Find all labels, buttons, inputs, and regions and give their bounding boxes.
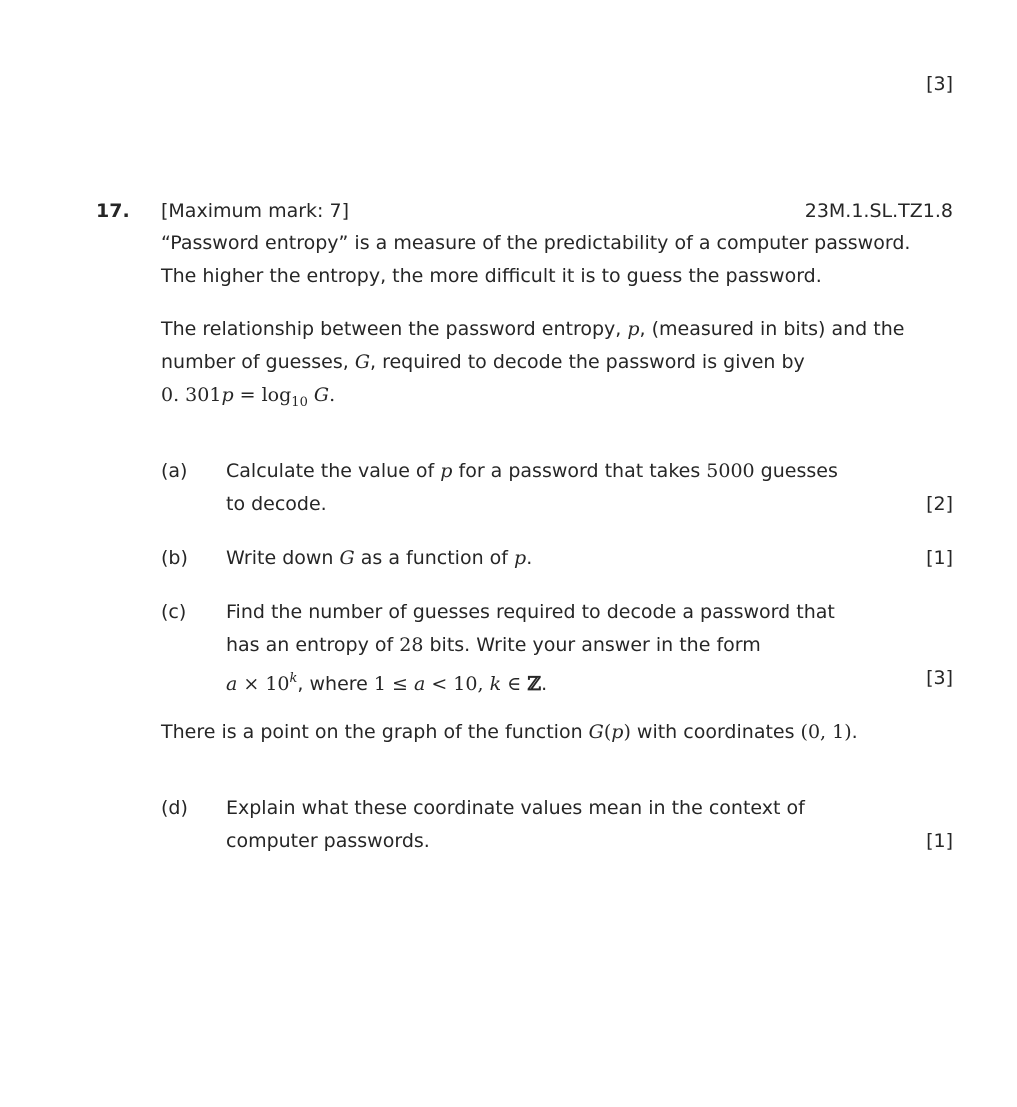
part-a-marks: [2] — [926, 493, 953, 515]
part-d-marks: [1] — [926, 830, 953, 852]
part-a-line-1: Calculate the value of p for a password that takes 5000 guesses — [226, 460, 838, 482]
relationship-line-1: The relationship between the password entropy, p, (measured in bits) and the — [161, 318, 905, 340]
point-statement: There is a point on the graph of the function G(p) with coordinates (0, 1). — [161, 721, 858, 743]
part-d-line-1: Explain what these coordinate values mean in the context of — [226, 797, 805, 819]
relationship-line-2: number of guesses, G, required to decode the password is given by — [161, 351, 805, 373]
part-b-marks: [1] — [926, 547, 953, 569]
part-b-text: Write down G as a function of p. — [226, 547, 533, 569]
part-c-label: (c) — [161, 601, 187, 623]
previous-question-marks: [3] — [926, 73, 953, 95]
part-c-marks: [3] — [926, 667, 953, 689]
part-c-line-3: $a \times 10^k$, where 1 ≤ a < 10, k ∈ ℤ. — [226, 671, 548, 695]
part-d-line-2: computer passwords. — [226, 830, 430, 852]
maximum-mark: [Maximum mark: 7] — [161, 200, 349, 222]
question-number: 17. — [96, 200, 130, 222]
entropy-equation: 0. $301p = \log_{10} G$. — [161, 384, 336, 410]
intro-line-2: The higher the entropy, the more difficult it is to guess the password. — [161, 265, 822, 287]
intro-line-1: “Password entropy” is a measure of the predictability of a computer password. — [161, 232, 911, 254]
part-a-label: (a) — [161, 460, 188, 482]
part-a-line-2: to decode. — [226, 493, 327, 515]
part-c-line-2: has an entropy of 28 bits. Write your answer in the form — [226, 634, 761, 656]
part-b-label: (b) — [161, 547, 188, 569]
part-d-label: (d) — [161, 797, 188, 819]
part-c-line-1: Find the number of guesses required to decode a password that — [226, 601, 835, 623]
question-code: 23M.1.SL.TZ1.8 — [804, 200, 953, 222]
